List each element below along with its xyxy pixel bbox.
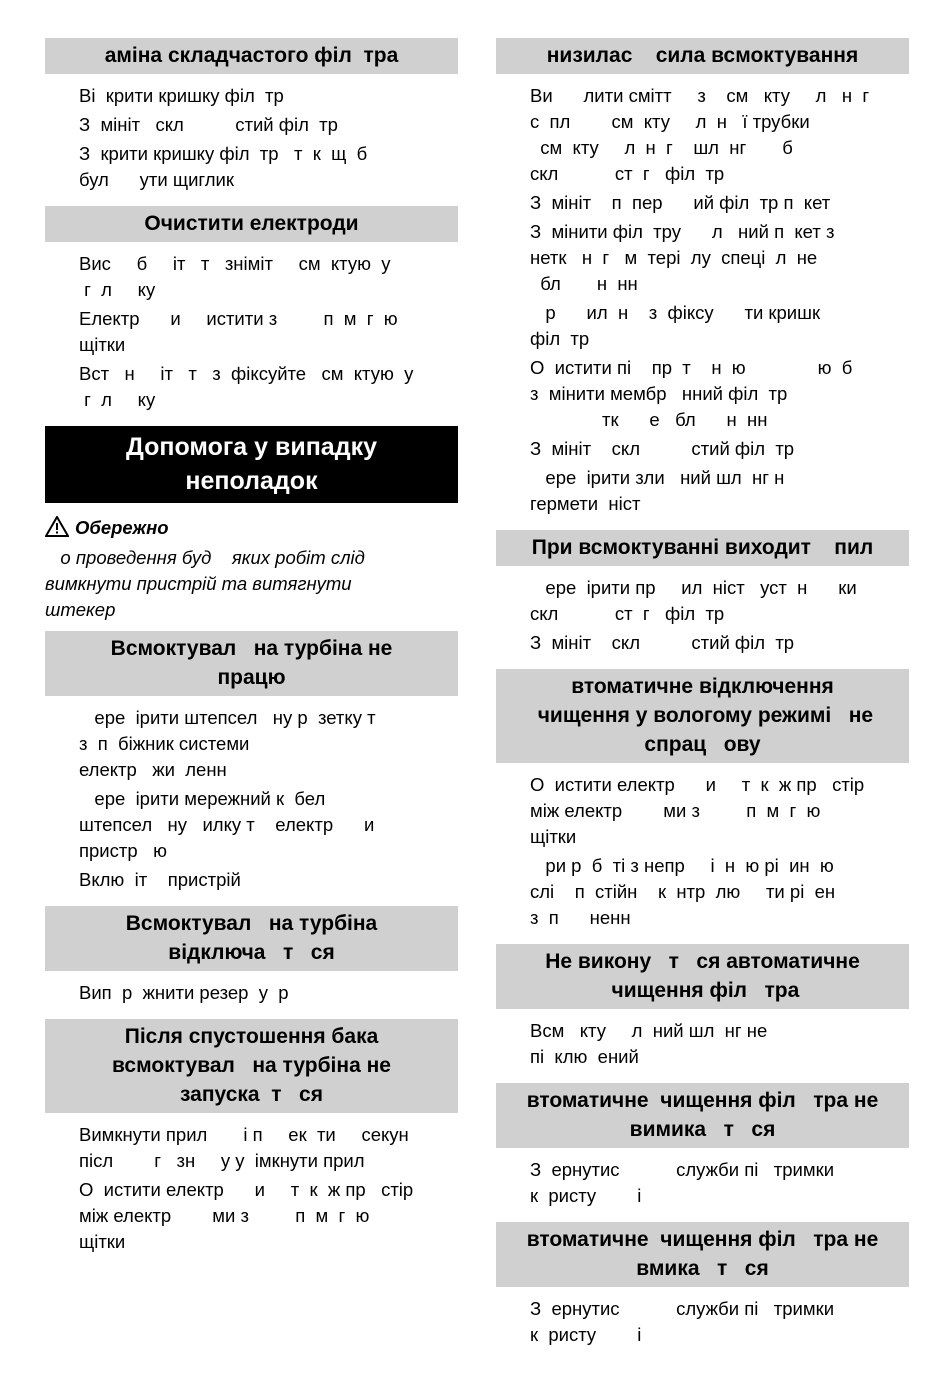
right-column <box>496 38 909 1361</box>
step-text: Всм кту л ний шл нг не пі клю ений <box>530 1020 768 1067</box>
step-text: р ил н з фіксу ти кришк філ тр <box>530 302 821 349</box>
step-text: Вис б іт т зніміт см ктую у г л ку <box>79 253 391 300</box>
step-text: О истити електр и т к ж пр стір між електр ми з п м г ю щітки <box>530 774 865 847</box>
step-text: З мінити філ тру л ний п кет з нетк н г м тері лу спеці л не бл н нн <box>530 221 835 294</box>
step-text: Вклю іт пристрій <box>79 869 241 890</box>
step-text: Вст н іт т з фіксуйте см ктую у г л ку <box>79 363 414 410</box>
step-text: О истити електр и т к ж пр стір між електр ми з п м г ю щітки <box>79 1179 414 1252</box>
step-text: Вип р жнити резер у р <box>79 982 289 1003</box>
step-text: З ернутис служби пі тримки к ристу і <box>530 1298 835 1345</box>
step-text: З крити кришку філ тр т к щ б бул ути щиглик <box>79 143 368 190</box>
step-text: ере ірити зли ний шл нг н гермети ніст <box>530 467 785 514</box>
steps-list <box>45 74 458 206</box>
step-text: З ернутис служби пі тримки к ристу і <box>530 1159 835 1206</box>
step-text: ере ірити штепсел ну р зетку т з п біжник системи електр жи ленн <box>79 707 376 780</box>
step-text: ере ірити пр ил ніст уст н ки скл ст г філ тр <box>530 577 857 624</box>
step-text: З мініт скл стий філ тр <box>530 632 795 653</box>
section-heading: втоматичне відключення чищення у вологому режимі не спрац ову <box>496 669 909 763</box>
steps-list <box>496 566 909 669</box>
steps-list <box>496 1148 909 1222</box>
steps-list <box>45 1113 458 1268</box>
step-text: Вимкнути прил і п ек ти секун післ г зн у у імкнути прил <box>79 1124 409 1171</box>
steps-list <box>496 74 909 530</box>
step-text: ере ірити мережний к бел штепсел ну илку т електр и пристр ю <box>79 788 375 861</box>
step-text: З мініт скл стий філ тр <box>79 114 338 135</box>
caution-label: Обережно <box>75 517 169 538</box>
section-heading: низилас сила всмоктування <box>496 38 909 74</box>
caution-text: о проведення буд яких робіт слід вимкнути пристрій та витягнути штекер <box>45 547 365 620</box>
troubleshooting-title: Допомога у випадку неполадок <box>45 426 458 503</box>
warning-icon <box>45 516 69 537</box>
left-after-sections <box>45 631 458 1268</box>
section-heading: При всмоктуванні виходит пил <box>496 530 909 566</box>
step-text: З мініт скл стий філ тр <box>530 438 795 459</box>
section-heading: Всмоктувал на турбіна відключа т ся <box>45 906 458 971</box>
step-text: ри р б ті з непр і н ю рі ин ю слі п стійн к нтр лю ти рі ен з п ненн <box>530 855 836 928</box>
steps-list <box>45 971 458 1019</box>
steps-list <box>45 696 458 906</box>
steps-list <box>45 242 458 426</box>
right-sections <box>496 38 909 1361</box>
section-heading: Не викону т ся автоматичне чищення філ тра <box>496 944 909 1009</box>
caution-heading <box>45 515 458 541</box>
section-heading: втоматичне чищення філ тра не вимика т ся <box>496 1083 909 1148</box>
left-sections <box>45 38 458 426</box>
steps-list <box>496 1009 909 1083</box>
steps-list <box>496 1287 909 1361</box>
step-text: Ві крити кришку філ тр <box>79 85 284 106</box>
left-column <box>45 38 458 1268</box>
section-heading: втоматичне чищення філ тра не вмика т ся <box>496 1222 909 1287</box>
step-text: Ви лити смітт з см кту л н г с пл см кту л н ї трубки см кту л н г шл нг б скл ст г філ тр <box>530 85 870 184</box>
step-text: З мініт п пер ий філ тр п кет <box>530 192 831 213</box>
section-heading: аміна складчастого філ тра <box>45 38 458 74</box>
section-heading: Очистити електроди <box>45 206 458 242</box>
step-text: О истити пі пр т н ю ю б з мінити мембр нний філ тр тк е бл н нн <box>530 357 853 430</box>
section-heading: Всмоктувал на турбіна не працю <box>45 631 458 696</box>
steps-list <box>496 763 909 944</box>
step-text: Електр и истити з п м г ю щітки <box>79 308 398 355</box>
section-heading: Після спустошення бака всмоктувал на турбіна не запуска т ся <box>45 1019 458 1113</box>
